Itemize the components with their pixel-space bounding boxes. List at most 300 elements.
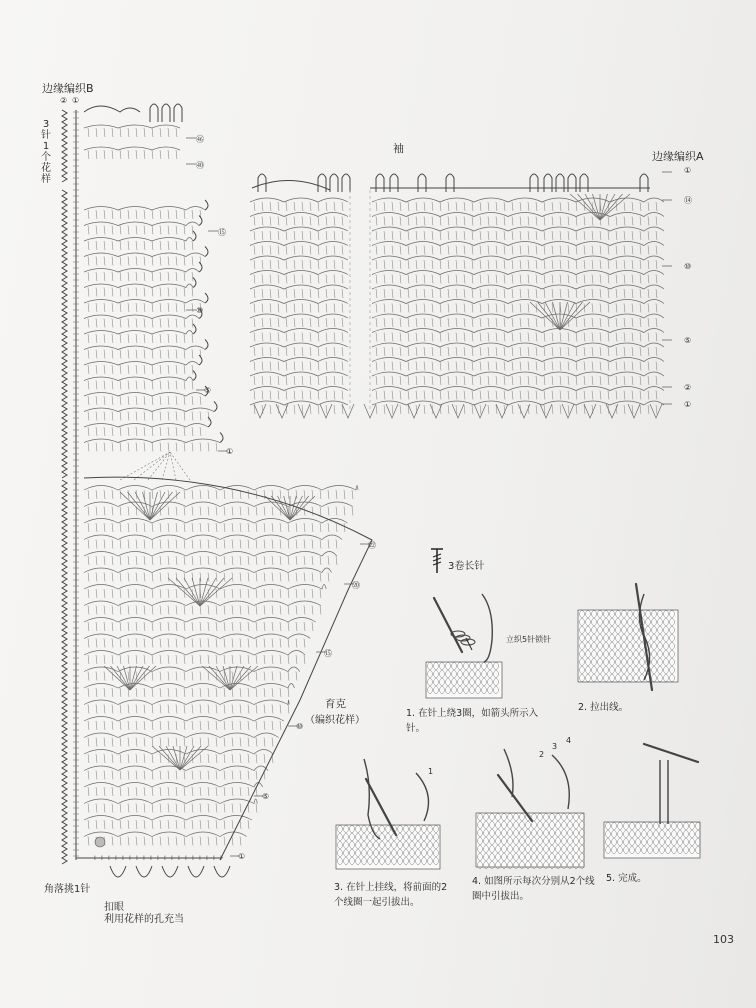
stitch-mark: [520, 289, 521, 298]
stitch-mark: [376, 376, 377, 385]
stitch-mark: [176, 288, 177, 297]
yoke-row: [84, 783, 263, 788]
stitch-mark: [184, 540, 185, 549]
stitch-mark: [136, 622, 137, 631]
stitch-mark: [286, 202, 287, 211]
stitch-mark: [536, 362, 537, 371]
stitch-mark: [216, 639, 217, 648]
stitch-mark: [254, 217, 255, 226]
stitch-mark: [520, 318, 521, 327]
yoke-row: [84, 750, 273, 755]
plus-stitch: +: [162, 854, 168, 862]
stitch-mark: [448, 405, 449, 414]
stitch-mark: [278, 304, 279, 313]
stitch-mark: [512, 289, 513, 298]
stitch-mark: [432, 289, 433, 298]
stitch-mark: [232, 837, 233, 846]
stitch-mark: [400, 347, 401, 356]
stitch-mark: [88, 490, 89, 499]
stitch-mark: [584, 391, 585, 400]
stitch-mark: [560, 289, 561, 298]
stitch-mark: [424, 405, 425, 414]
stitch-mark: [544, 376, 545, 385]
stitch-mark: [512, 217, 513, 226]
stitch-mark: [152, 540, 153, 549]
plus-stitch: +: [197, 854, 203, 862]
stitch-mark: [262, 304, 263, 313]
stitch-mark: [254, 304, 255, 313]
stitch-mark: [656, 347, 657, 356]
stitch-mark: [544, 289, 545, 298]
stitch-mark: [512, 376, 513, 385]
stitch-mark: [488, 333, 489, 342]
stitch-mark: [96, 365, 97, 374]
stitch-mark: [310, 318, 311, 327]
stitch-mark: [600, 246, 601, 255]
plus-stitch: +: [127, 854, 133, 862]
stitch-mark: [120, 396, 121, 405]
stitch-mark: [648, 231, 649, 240]
stitch-mark: [160, 787, 161, 796]
stitch-mark: [120, 241, 121, 250]
stitch-mark: [104, 622, 105, 631]
stitch-mark: [184, 655, 185, 664]
stitch-mark: [96, 257, 97, 266]
stitch-mark: [584, 217, 585, 226]
stitch-mark: [120, 443, 121, 452]
stitch-mark: [536, 289, 537, 298]
stitch-mark: [294, 246, 295, 255]
stitch-mark: [272, 507, 273, 516]
stitch-mark: [568, 362, 569, 371]
stitch-mark: [192, 443, 193, 452]
stitch-mark: [318, 347, 319, 356]
stitch-mark: [144, 721, 145, 730]
stitch-mark: [640, 289, 641, 298]
stitch-mark: [624, 246, 625, 255]
stitch-mark: [176, 381, 177, 390]
stitch-mark: [584, 304, 585, 313]
stitch-mark: [294, 304, 295, 313]
stitch-mark: [152, 606, 153, 615]
plus-stitch: +: [204, 854, 210, 862]
stitch-mark: [616, 217, 617, 226]
stitch-mark: [144, 241, 145, 250]
stitch-mark: [176, 573, 177, 582]
stitch-mark: [176, 412, 177, 421]
row-marker-15-left: ⑮: [218, 228, 226, 237]
stitch-mark: [224, 589, 225, 598]
stitch-mark: [88, 381, 89, 390]
edge-a-title: 边缘编织A: [652, 150, 704, 163]
stitch-mark: [326, 318, 327, 327]
stitch-mark: [192, 427, 193, 436]
stitch-mark: [168, 705, 169, 714]
stitch-mark: [520, 260, 521, 269]
stitch-mark: [272, 573, 273, 582]
stitch-mark: [192, 507, 193, 516]
stitch-mark: [278, 275, 279, 284]
stitch-mark: [144, 837, 145, 846]
stitch-mark: [160, 334, 161, 343]
stitch-mark: [392, 318, 393, 327]
yoke-fan-line: [560, 302, 575, 330]
stitch-mark: [240, 688, 241, 697]
stitch-mark: [496, 304, 497, 313]
stitch-mark: [160, 639, 161, 648]
stitch-mark: [112, 490, 113, 499]
front-band-chain: [62, 190, 67, 478]
stitch-mark: [536, 376, 537, 385]
stitch-mark: [576, 289, 577, 298]
stitch-mark: [192, 705, 193, 714]
stitch-mark: [342, 289, 343, 298]
stitch-mark: [408, 391, 409, 400]
stitch-mark: [208, 523, 209, 532]
stitch-mark: [424, 289, 425, 298]
stitch-mark: [656, 318, 657, 327]
stitch-mark: [152, 150, 153, 159]
stitch-mark: [488, 304, 489, 313]
sleeve-row-left: [250, 343, 348, 347]
yoke-fan-line: [290, 496, 315, 520]
stitch-mark: [312, 606, 313, 615]
stitch-mark: [648, 347, 649, 356]
stitch-mark: [88, 705, 89, 714]
stitch-mark: [200, 754, 201, 763]
stitch-mark: [624, 391, 625, 400]
sleeve-bottom-point: [342, 404, 354, 418]
stitch-mark: [216, 443, 217, 452]
stitch-mark: [224, 820, 225, 829]
stitch-mark: [400, 391, 401, 400]
stitch-mark: [184, 672, 185, 681]
stitch-mark: [96, 556, 97, 565]
stitch-mark: [136, 427, 137, 436]
stitch-mark: [216, 771, 217, 780]
stitch-mark: [576, 333, 577, 342]
stitch-mark: [96, 288, 97, 297]
bottom-picot: [110, 866, 126, 877]
stitch-mark: [310, 362, 311, 371]
stitch-mark: [384, 304, 385, 313]
stitch-mark: [200, 705, 201, 714]
stitch-mark: [192, 606, 193, 615]
stitch-mark: [200, 523, 201, 532]
stitch-mark: [416, 362, 417, 371]
sleeve-bottom-point: [254, 404, 266, 418]
stitch-mark: [342, 318, 343, 327]
stitch-mark: [128, 257, 129, 266]
stitch-mark: [488, 405, 489, 414]
stitch-mark: [286, 333, 287, 342]
stitch-mark: [286, 347, 287, 356]
stitch-mark: [88, 412, 89, 421]
stitch-mark: [144, 396, 145, 405]
stitch-mark: [254, 260, 255, 269]
stitch-mark: [318, 333, 319, 342]
stitch-mark: [120, 804, 121, 813]
stitch-mark: [262, 246, 263, 255]
yoke-fan-line: [120, 492, 150, 520]
sleeve-row-left: [250, 358, 348, 362]
stitch-mark: [480, 231, 481, 240]
stitch-mark: [176, 226, 177, 235]
stitch-mark: [176, 820, 177, 829]
stitch-mark: [88, 639, 89, 648]
stitch-mark: [342, 304, 343, 313]
stitch-mark: [248, 820, 249, 829]
stitch-mark: [88, 573, 89, 582]
stitch-mark: [112, 589, 113, 598]
stitch-mark: [144, 573, 145, 582]
stitch-mark: [136, 241, 137, 250]
stitch-mark: [376, 289, 377, 298]
stitch-mark: [400, 289, 401, 298]
sleeve-row-1-top: ①: [684, 166, 692, 175]
stitch-mark: [326, 376, 327, 385]
stitch-mark: [144, 365, 145, 374]
stitch-mark: [334, 304, 335, 313]
stitch-mark: [294, 347, 295, 356]
stitch-mark: [456, 246, 457, 255]
stitch-mark: [616, 231, 617, 240]
stitch-mark: [160, 771, 161, 780]
stitch-mark: [392, 347, 393, 356]
stitch-mark: [200, 443, 201, 452]
stitch-mark: [272, 639, 273, 648]
stitch-mark: [392, 231, 393, 240]
stitch-mark: [376, 362, 377, 371]
stitch-mark: [224, 787, 225, 796]
step-num-4: 4: [566, 736, 572, 745]
stitch-mark: [152, 412, 153, 421]
sleeve-edge-loop: [330, 174, 338, 192]
stitch-mark: [248, 705, 249, 714]
stitch-mark: [624, 275, 625, 284]
stitch-mark: [288, 672, 289, 681]
sleeve-row-right: [372, 256, 664, 260]
yoke-row-22: ㉒: [368, 541, 376, 550]
stitch-mark: [104, 787, 105, 796]
stitch-mark: [104, 365, 105, 374]
stitch-mark: [616, 246, 617, 255]
stitch-mark: [168, 257, 169, 266]
stitch-mark: [272, 721, 273, 730]
edge-b-picot: [84, 106, 140, 112]
stitch-mark: [96, 303, 97, 312]
stitch-mark: [120, 820, 121, 829]
stitch-mark: [408, 289, 409, 298]
sleeve-bottom-point: [540, 404, 552, 418]
stitch-mark: [88, 672, 89, 681]
stitch-mark: [136, 412, 137, 421]
row-turn-chain: [220, 433, 223, 443]
stitch-mark: [408, 333, 409, 342]
stitch-mark: [504, 376, 505, 385]
stitch-mark: [136, 820, 137, 829]
yoke-fan-line: [150, 492, 180, 520]
stitch-mark: [286, 289, 287, 298]
stitch-mark: [584, 333, 585, 342]
stitch-mark: [152, 226, 153, 235]
stitch-mark: [152, 381, 153, 390]
stitch-mark: [464, 376, 465, 385]
body-row: [84, 222, 199, 226]
stitch-mark: [216, 523, 217, 532]
stitch-mark: [262, 231, 263, 240]
stitch-mark: [168, 556, 169, 565]
stitch-mark: [592, 275, 593, 284]
stitch-mark: [120, 639, 121, 648]
stitch-mark: [168, 639, 169, 648]
stitch-mark: [376, 333, 377, 342]
stitch-mark: [464, 289, 465, 298]
stitch-mark: [280, 622, 281, 631]
stitch-mark: [632, 217, 633, 226]
stitch-mark: [168, 226, 169, 235]
stitch-mark: [326, 246, 327, 255]
stitch-mark: [128, 771, 129, 780]
stitch-mark: [584, 289, 585, 298]
stitch-mark: [176, 606, 177, 615]
stitch-mark: [334, 405, 335, 414]
stitch-mark: [128, 540, 129, 549]
sleeve-row-right: [372, 242, 664, 246]
stitch-mark: [224, 639, 225, 648]
stitch-mark: [176, 837, 177, 846]
stitch-mark: [192, 622, 193, 631]
stitch-mark: [144, 771, 145, 780]
row-turn-chain: [193, 371, 196, 381]
stitch-mark: [232, 556, 233, 565]
stitch-mark: [224, 837, 225, 846]
stitch-mark: [136, 556, 137, 565]
stitch-mark: [504, 246, 505, 255]
stitch-mark: [648, 289, 649, 298]
plus-stitch: +: [120, 854, 126, 862]
stitch-mark: [520, 391, 521, 400]
stitch-mark: [288, 556, 289, 565]
stitch-mark: [176, 427, 177, 436]
sleeve-edge-loop: [342, 174, 350, 192]
stitch-mark: [496, 362, 497, 371]
stitch-mark: [152, 490, 153, 499]
stitch-mark: [112, 381, 113, 390]
stitch-mark: [192, 540, 193, 549]
stitch-mark: [342, 217, 343, 226]
stitch-mark: [136, 303, 137, 312]
stitch-mark: [144, 655, 145, 664]
sleeve-row-left: [250, 256, 348, 260]
stitch-mark: [488, 318, 489, 327]
sleeve-bottom-point: [452, 404, 464, 418]
edge-b-loop: [150, 104, 158, 122]
stitch-mark: [568, 231, 569, 240]
stitch-mark: [248, 639, 249, 648]
yoke-fan-line: [560, 302, 590, 330]
yoke-subtitle: （编织花样）: [305, 715, 365, 726]
stitch-mark: [648, 246, 649, 255]
stitch-mark: [270, 318, 271, 327]
stitch-mark: [304, 556, 305, 565]
stitch-mark: [648, 362, 649, 371]
row-turn-chain: [193, 231, 196, 241]
stitch-mark: [432, 347, 433, 356]
stitch-mark: [496, 260, 497, 269]
stitch-mark: [240, 507, 241, 516]
stitch-mark: [184, 272, 185, 281]
stitch-mark: [584, 376, 585, 385]
stitch-mark: [160, 606, 161, 615]
stitch-mark: [152, 427, 153, 436]
crochet-hook-icon: [644, 744, 698, 762]
stitch-mark: [488, 231, 489, 240]
stitch-mark: [168, 210, 169, 219]
stitch-mark: [240, 556, 241, 565]
stitch-mark: [160, 381, 161, 390]
stitch-mark: [88, 787, 89, 796]
stitch-mark: [96, 688, 97, 697]
stitch-mark: [184, 771, 185, 780]
stitch-mark: [136, 688, 137, 697]
stitch-mark: [136, 606, 137, 615]
stitch-mark: [176, 556, 177, 565]
stitch-mark: [176, 443, 177, 452]
stitch-mark: [408, 275, 409, 284]
stitch-mark: [496, 246, 497, 255]
stitch-mark: [312, 507, 313, 516]
stitch-mark: [192, 556, 193, 565]
stitch-mark: [600, 318, 601, 327]
stitch-mark: [432, 231, 433, 240]
stitch-mark: [168, 427, 169, 436]
stitch-mark: [270, 246, 271, 255]
stitch-mark: [640, 405, 641, 414]
stitch-mark: [88, 257, 89, 266]
stitch-mark: [278, 347, 279, 356]
stitch-mark: [112, 639, 113, 648]
stitch-mark: [552, 405, 553, 414]
stitch-mark: [184, 257, 185, 266]
stitch-mark: [264, 721, 265, 730]
stitch-mark: [272, 738, 273, 747]
stitch-mark: [656, 231, 657, 240]
stitch-mark: [88, 771, 89, 780]
stitch-mark: [248, 738, 249, 747]
stitch-mark: [104, 589, 105, 598]
plus-stitch: +: [183, 854, 189, 862]
stitch-mark: [128, 655, 129, 664]
stitch-mark: [120, 319, 121, 328]
stitch-mark: [440, 318, 441, 327]
stitch-mark: [112, 303, 113, 312]
stitch-mark: [600, 391, 601, 400]
stitch-mark: [88, 804, 89, 813]
stitch-mark: [216, 837, 217, 846]
stitch-mark: [304, 540, 305, 549]
stitch-mark: [160, 210, 161, 219]
stitch-mark: [200, 490, 201, 499]
stitch-mark: [496, 333, 497, 342]
stitch-mark: [400, 333, 401, 342]
stitch-mark: [528, 333, 529, 342]
stitch-mark: [632, 202, 633, 211]
yoke-fan-line: [130, 666, 156, 690]
step-3-caption: 3. 在针上挂线，将前面的2个线圈一起引拔出。: [334, 882, 448, 908]
stitch-mark: [200, 672, 201, 681]
stitch-mark: [448, 260, 449, 269]
